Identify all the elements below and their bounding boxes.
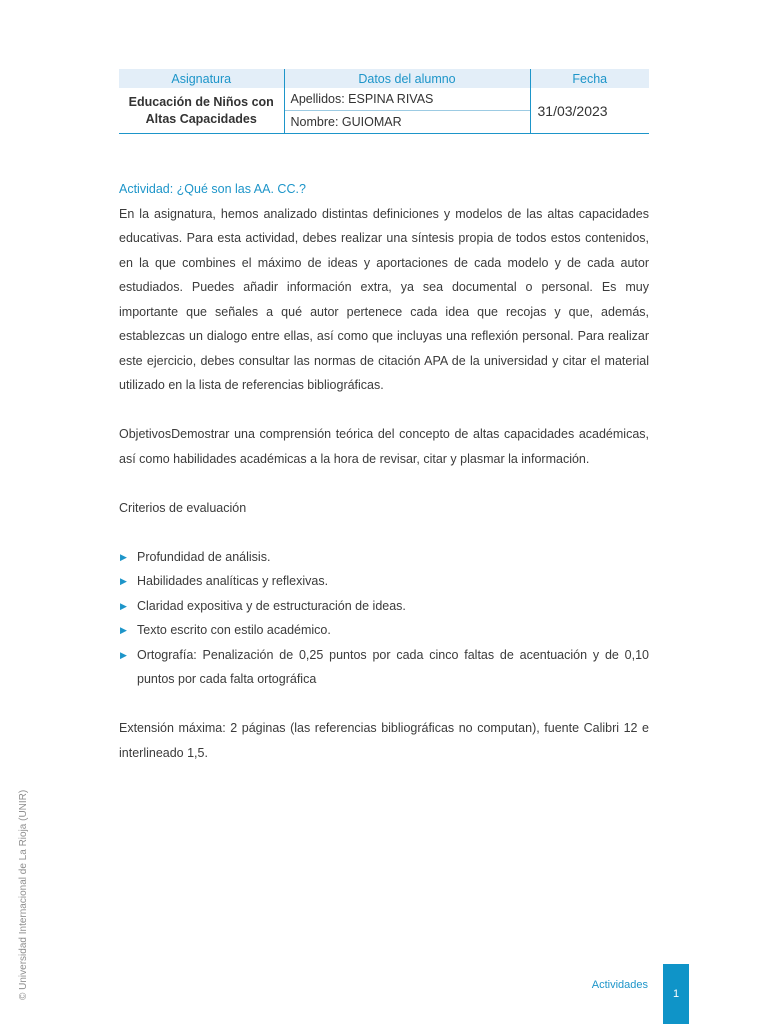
criteria-item-text: Habilidades analíticas y reflexivas. — [137, 574, 329, 588]
criteria-item — [119, 545, 649, 570]
header-table — [119, 69, 649, 134]
copyright-notice: © Universidad Internacional de La Rioja (UNIR) — [18, 789, 29, 1000]
activity-content — [119, 177, 649, 765]
footer-section-label: Actividades — [591, 979, 648, 991]
triangle-right-icon: ▶ — [120, 600, 127, 611]
extension-note: Extensión máxima: 2 páginas (las referencias bibliográficas no computan), fuente Calibri 12 e interlineado 1,5. — [119, 721, 649, 760]
student-cell — [284, 88, 530, 134]
activity-description: En la asignatura, hemos analizado distintas definiciones y modelos de las altas capacidades educativas. Para esta actividad, debes realizar una síntesis propia de todos estos contenidos, en la que combines el máximo de ideas y aportaciones de cada modelo y de cada autor estudiados. Puedes añadir información extra, ya sea documental o personal. Es muy importante que señales a qué autor pertenece cada idea que recojas y que, además, establezcas un dialogo entre ellas, así como que incluyas una reflexión personal. Para realizar este ejercicio, debes consultar las normas de citación APA de la universidad y citar el material utilizado en la lista de referencias bibliográficas. — [119, 206, 649, 392]
subject-line-1: Educación de Niños con — [128, 94, 274, 109]
criteria-item — [119, 594, 649, 619]
triangle-right-icon: ▶ — [120, 576, 127, 586]
criteria-item — [119, 618, 649, 643]
student-surname: Apellidos: ESPINA RIVAS — [285, 88, 530, 111]
criteria-item-text: Claridad expositiva y de estructuración de ideas. — [137, 598, 406, 613]
criteria-item-text: Texto escrito con estilo académico. — [137, 623, 331, 637]
triangle-right-icon: ▶ — [120, 551, 127, 562]
header-values-row — [119, 88, 649, 134]
header-date-label: Fecha — [530, 69, 649, 88]
page-number: 1 — [672, 988, 680, 1000]
activity-title: Actividad: ¿Qué son las AA. CC.? — [119, 182, 306, 196]
criteria-item-text: Ortografía: Penalización de 0,25 puntos por cada cinco faltas de acentuación y de 0,10 puntos por cada falta ortográfica — [137, 647, 649, 686]
criteria-item-text: Profundidad de análisis. — [137, 549, 271, 564]
header-row — [119, 69, 649, 88]
subject-line-2: Altas Capacidades — [145, 111, 257, 126]
page-number-tab — [663, 964, 689, 1024]
criteria-heading: Criterios de evaluación — [119, 500, 247, 515]
header-student-label: Datos del alumno — [284, 69, 530, 88]
criteria-list — [119, 545, 649, 692]
header-subject-label: Asignatura — [119, 69, 284, 88]
student-name: Nombre: GUIOMAR — [290, 115, 402, 129]
activity-objectives: ObjetivosDemostrar una comprensión teórica del concepto de altas capacidades académicas, así como habilidades académicas a la hora de revisar, citar y plasmar la información. — [119, 427, 649, 466]
triangle-right-icon: ▶ — [120, 649, 127, 660]
date-cell: 31/03/2023 — [530, 88, 649, 134]
triangle-right-icon: ▶ — [120, 625, 127, 635]
criteria-item — [119, 569, 649, 594]
subject-cell — [119, 88, 284, 134]
criteria-item — [119, 643, 649, 692]
